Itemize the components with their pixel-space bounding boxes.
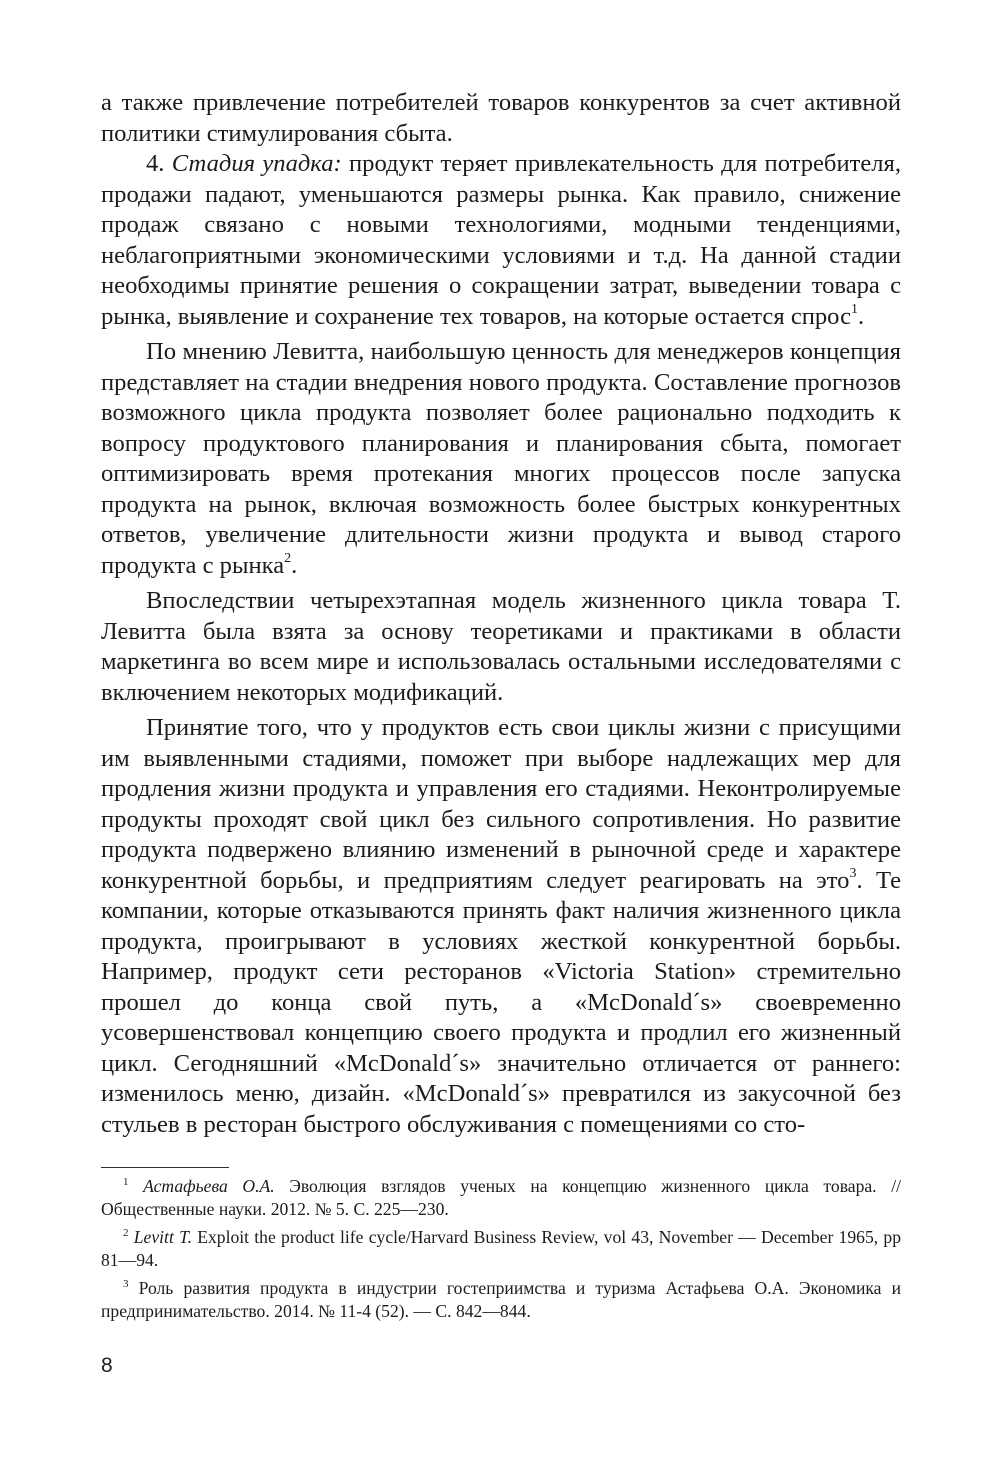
footnote-author: Астафьева О.А. [143,1176,275,1196]
footnote-author: Levitt T. [133,1227,192,1247]
footnote-number: 2 [123,1227,129,1240]
footnote-1: $^1$ Астафьева О.А. Эволюция взглядов ученых на концепцию жизненного цикла товара. // Общественные науки. 2012. № 5. С. 225—230. [101,1176,901,1219]
paragraph-continuation: а также привлечение потребителей товаров конкурентов за счет активной политики стимулирования сбыта. [101,89,901,147]
paragraph-model-adoption: Впоследствии четырехэтапная модель жизненного цикла товара Т. Левитта была взята за основу теоретиками и практиками в области маркетинга во всем мире и использовалась остальными исследователями с включением некоторых модификаций. [101,587,901,706]
paragraph-levitt-opinion: По мнению Левитта, наибольшую ценность для менеджеров концепция представляет на стадии внедрения нового продукта. Составление прогнозов возможного цикла продукта позволяет более рационально подходить к вопросу продуктового планирования и планирования сбыта, помогает оптимизировать время протекания многих процессов после запуска продукта на рынок, включая возможность более быстрых конкурентных ответов, увеличение длительности жизни продукта и вывод старого продукта с рынка$^2$. [101,338,901,579]
footnote-ref-2[interactable]: 2 [284,551,292,567]
footnote-ref-1[interactable]: 1 [851,302,859,318]
footnote-divider [101,1167,229,1168]
footnote-ref-3[interactable]: 3 [849,866,857,882]
page-number: 8 [101,1354,113,1377]
stage-title: Стадия упадка: [171,150,342,177]
footnote-2: $^2$ Levitt T. Exploit the product life cycle/Harvard Business Review, vol 43, November — December 1965, pp 81—94. [101,1227,901,1270]
footnotes [101,1175,901,1328]
body-text [101,88,901,1140]
paragraph-product-cycles: Принятие того, что у продуктов есть свои циклы жизни с присущими им выявленными стадиями, поможет при выборе надлежащих мер для продления жизни продукта и управления его стадиями. Неконтролируемые продукты проходят свой цикл без сильного сопротивления. Но развитие продукта подвержено влиянию изменений в рыночной среде и характере конкурентной борьбы, и предприятиям следует реагировать на это$^3$. Те компании, которые отказываются принять факт наличия жизненного цикла продукта, проигрывают в условиях жесткой конкурентной борьбы. Например, продукт сети ресторанов «Victoria Station» стремительно прошел до конца свой путь, а «McDonald´s» своевременно усовершенствовал концепцию своего продукта и продлил его жизненный цикл. Сегодняшний «McDonald´s» значительно отличается от раннего: изменилось меню, дизайн. «McDonald´s» превратился из закусочной без стульев в ресторан быстрого обслуживания с помещениями со сто- [101,714,901,1138]
footnote-number: 3 [123,1278,129,1291]
list-number: 4. [146,150,172,177]
footnote-number: 1 [123,1176,129,1189]
footnote-3: $^3$ Роль развития продукта в индустрии гостеприимства и туризма Астафьева О.А. Экономика и предпринимательство. 2014. № 11-4 (52). — С. 842—844. [101,1278,901,1321]
paragraph-decline-stage: 4. Стадия упадка: продукт теряет привлекательность для потребителя, продажи падают, уменьшаются размеры рынка. Как правило, снижение продаж связано с новыми технологиями, модными тенденциями, неблагоприятными экономическими условиями и т.д. На данной стадии необходимы принятие решения о сокращении затрат, выведении товара с рынка, выявление и сохранение тех товаров, на которые остается спрос$^1$. [101,150,902,330]
